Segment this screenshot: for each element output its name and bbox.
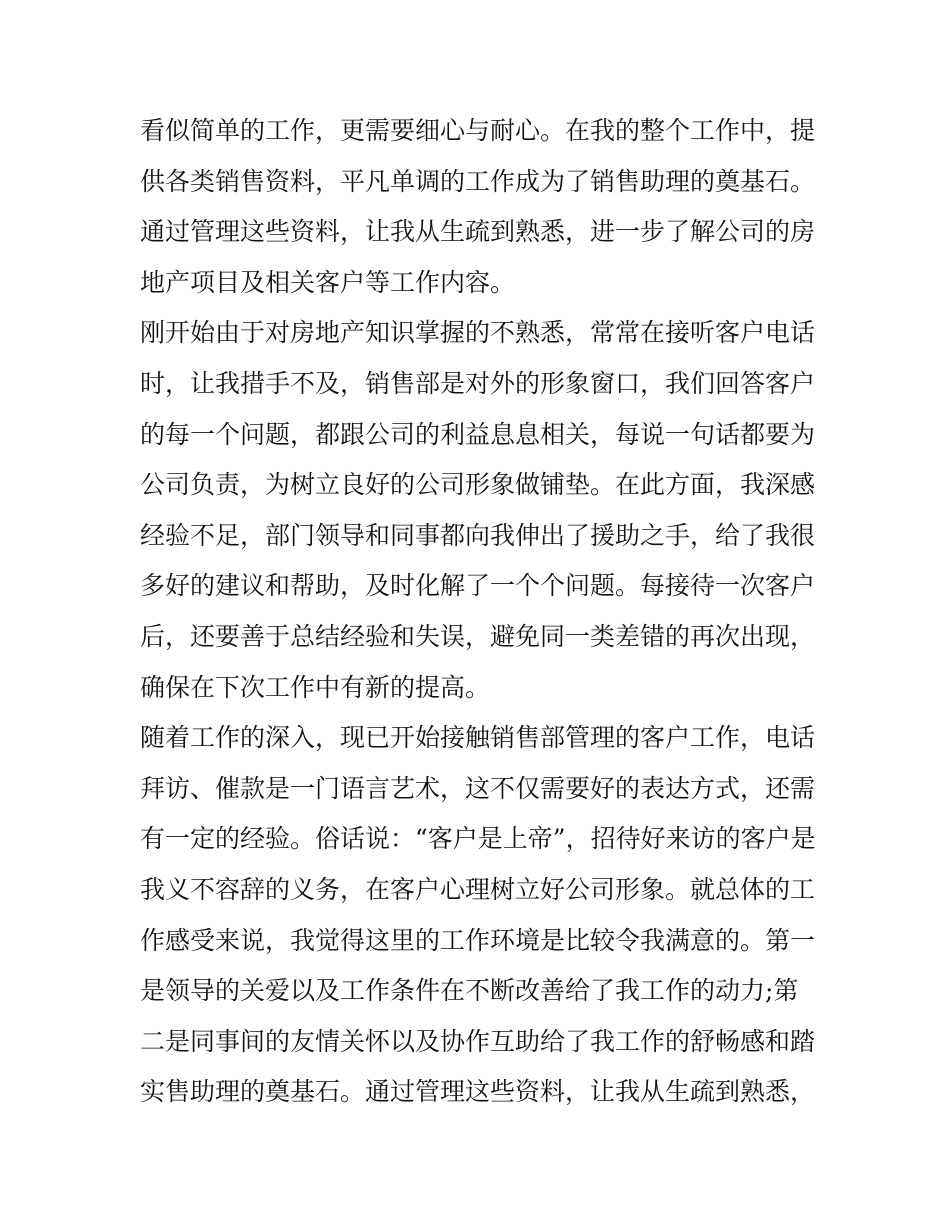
text-line: 经验不足，部门领导和同事都向我伸出了援助之手，给了我很: [140, 520, 816, 550]
text-line: 是领导的关爱以及工作条件在不断改善给了我工作的动力;第: [140, 976, 799, 1006]
text-line: 公司负责，为树立良好的公司形象做铺垫。在此方面，我深感: [140, 470, 816, 500]
text-line: 二是同事间的友情关怀以及协作互助给了我工作的舒畅感和踏: [140, 1026, 816, 1056]
text-line: 我义不容辞的义务，在客户心理树立好公司形象。就总体的工: [140, 874, 816, 904]
text-line: 看似简单的工作，更需要细心与耐心。在我的整个工作中，提: [140, 116, 816, 145]
text-line: 有一定的经验。俗话说：“客户是上帝”，招待好来访的客户是: [140, 824, 816, 854]
text-line: 地产项目及相关客户等工作内容。: [140, 267, 516, 297]
text-line: 时，让我措手不及，销售部是对外的形象窗口，我们回答客户: [140, 368, 816, 398]
text-line: 刚开始由于对房地产知识掌握的不熟悉，常常在接听客户电话: [140, 318, 816, 348]
text-line: 的每一个问题，都跟公司的利益息息相关，每说一句话都要为: [140, 419, 816, 449]
text-line: 后，还要善于总结经验和失误，避免同一类差错的再次出现，: [140, 621, 816, 651]
text-line: 通过管理这些资料，让我从生疏到熟悉，进一步了解公司的房: [140, 217, 816, 247]
text-line: 确保在下次工作中有新的提高。: [140, 672, 491, 702]
text-line: 供各类销售资料，平凡单调的工作成为了销售助理的奠基石。: [140, 166, 816, 196]
body-text: [140, 106, 830, 1118]
text-line: 作感受来说，我觉得这里的工作环境是比较令我满意的。第一: [140, 925, 816, 955]
text-line: 实售助理的奠基石。通过管理这些资料，让我从生疏到熟悉，: [140, 1077, 816, 1107]
text-line: 拜访、催款是一门语言艺术，这不仅需要好的表达方式，还需: [140, 773, 816, 803]
text-line: 随着工作的深入，现已开始接触销售部管理的客户工作，电话: [140, 723, 816, 753]
text-line: 多好的建议和帮助，及时化解了一个个问题。每接待一次客户: [140, 571, 816, 601]
